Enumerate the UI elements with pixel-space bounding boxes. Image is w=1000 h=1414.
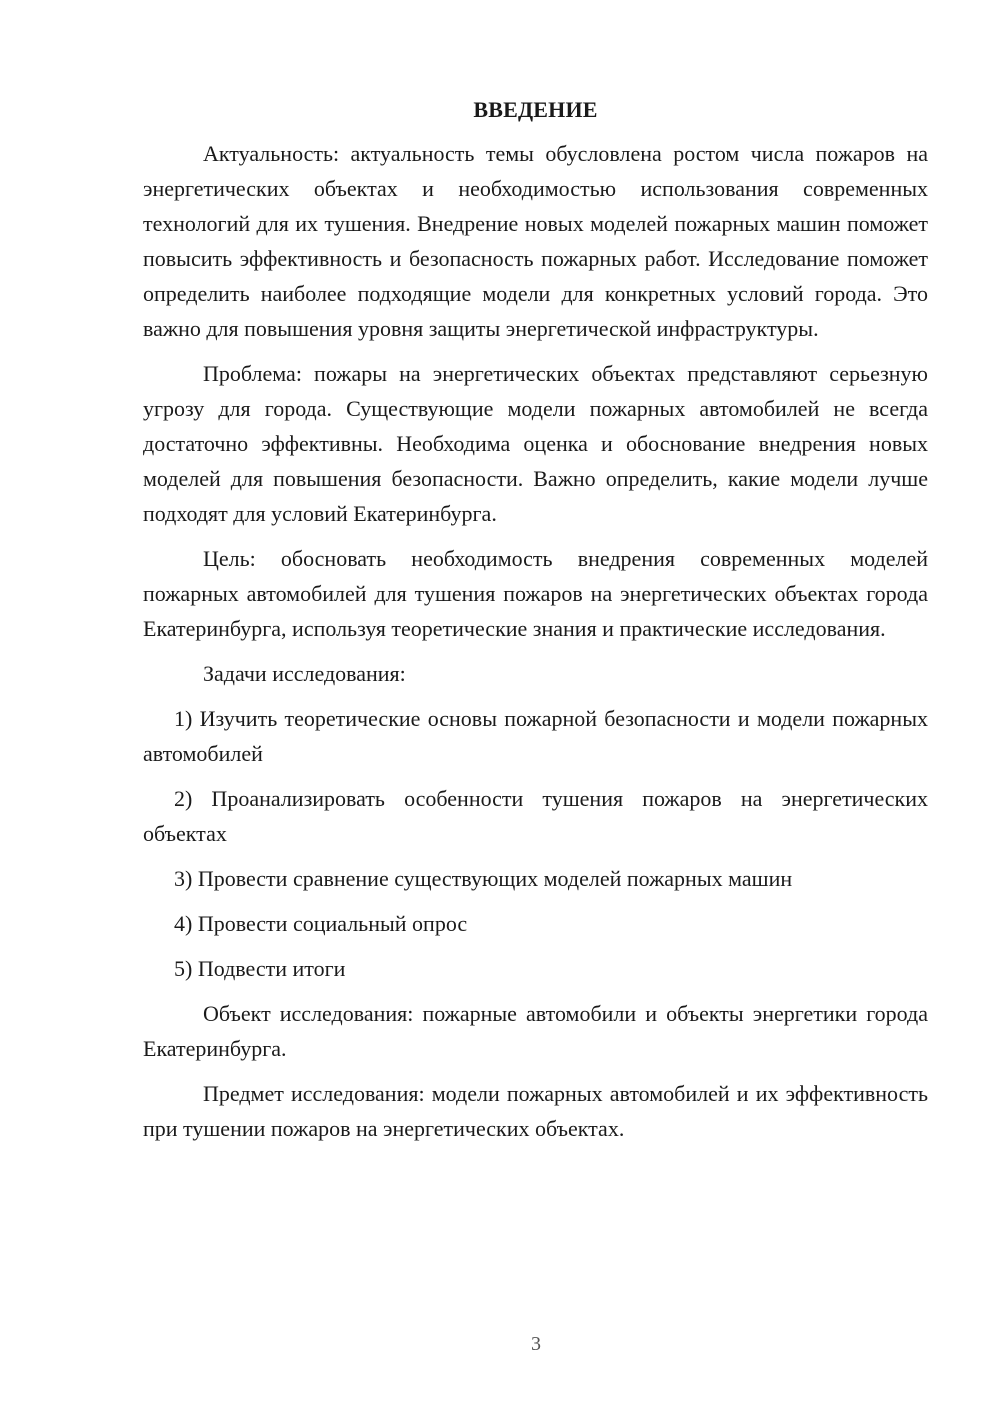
- task-item-1: 1) Изучить теоретические основы пожарной безопасности и модели пожарных автомобилей: [143, 706, 928, 766]
- page-number: 3: [531, 1333, 541, 1355]
- paragraph-subject: Предмет исследования: модели пожарных автомобилей и их эффективность при тушении пожаров на энергетических объектах.: [143, 1081, 928, 1141]
- task-item-5: 5) Подвести итоги: [174, 956, 346, 981]
- paragraph-relevance: Актуальность: актуальность темы обусловлена ростом числа пожаров на энергетических объектах и необходимостью использования современных технологий для их тушения. Внедрение новых моделей пожарных машин поможет повысить эффективность и безопасность пожарных работ. Исследование поможет определить наиболее подходящие модели для конкретных условий города. Это важно для повышения уровня защиты энергетической инфраструктуры.: [143, 141, 928, 341]
- paragraph-goal: Цель: обосновать необходимость внедрения современных моделей пожарных автомобилей для тушения пожаров на энергетических объектах города Екатеринбурга, используя теоретические знания и практические исследования.: [143, 546, 928, 641]
- paragraph-problem: Проблема: пожары на энергетических объектах представляют серьезную угрозу для города. Существующие модели пожарных автомобилей не всегда достаточно эффективны. Необходима оценка и обоснование внедрения новых моделей для повышения безопасности. Важно определить, какие модели лучше подходят для условий Екатеринбурга.: [143, 361, 928, 526]
- document-page: [143, 92, 928, 1156]
- paragraph-tasks-heading: Задачи исследования:: [203, 661, 406, 686]
- task-item-2: 2) Проанализировать особенности тушения пожаров на энергетических объектах: [143, 786, 928, 846]
- paragraph-object: Объект исследования: пожарные автомобили и объекты энергетики города Екатеринбурга.: [143, 1001, 928, 1061]
- section-title: ВВЕДЕНИЕ: [473, 97, 598, 122]
- task-item-4: 4) Провести социальный опрос: [174, 911, 468, 936]
- task-item-3: 3) Провести сравнение существующих моделей пожарных машин: [174, 866, 793, 891]
